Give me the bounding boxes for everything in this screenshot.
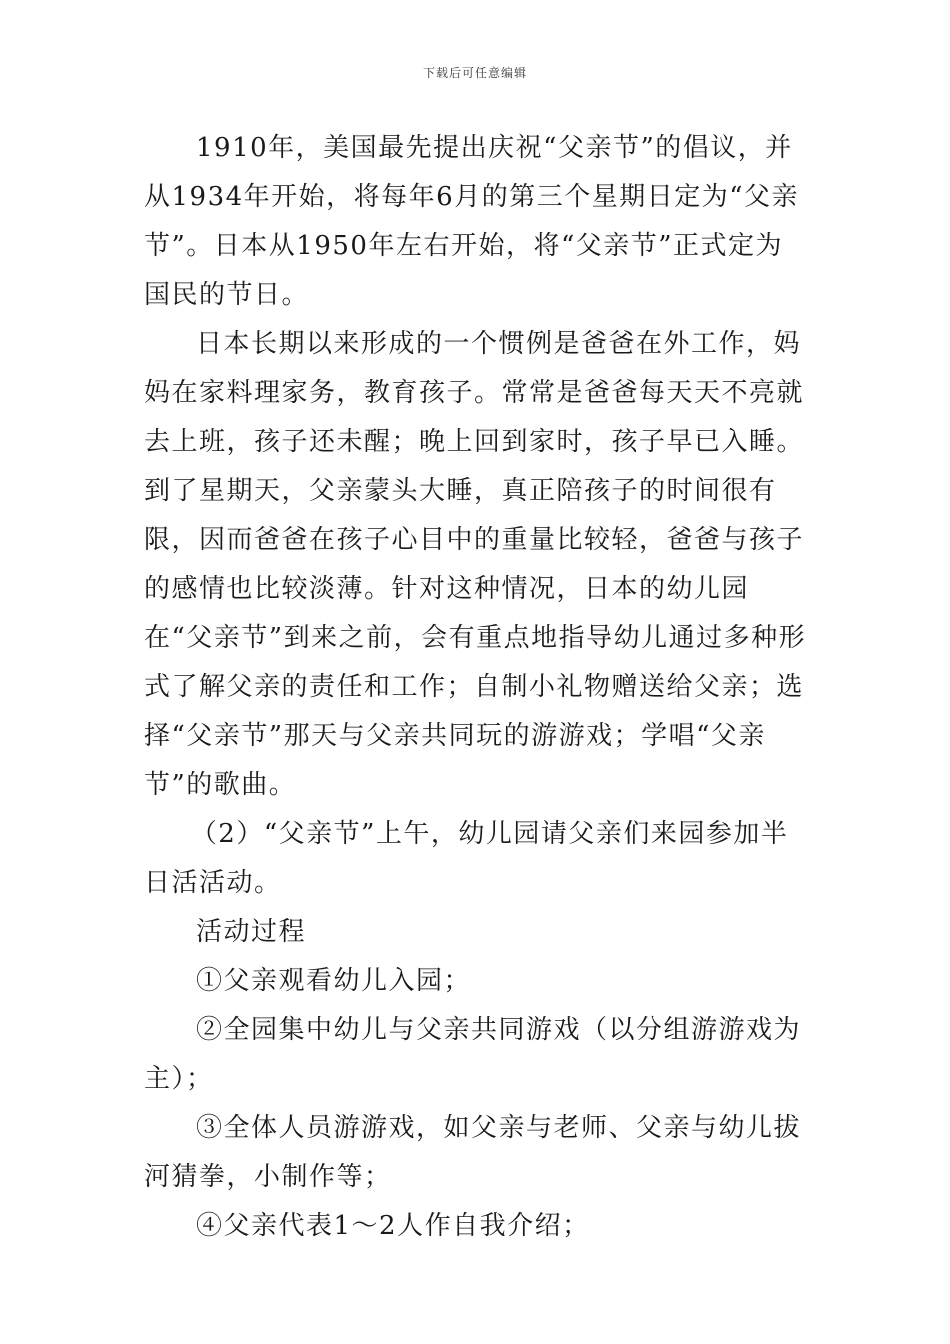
paragraph-custom: 日本长期以来形成的一个惯例是爸爸在外工作，妈妈在家料理家务，教育孩子。常常是爸爸每天天不亮就去上班，孩子还未醒；晚上回到家时，孩子早已入睡。到了星期天，父亲蒙头大睡，真正陪孩子的时间很有限，因而爸爸在孩子心目中的重量比较轻，爸爸与孩子的感情也比较淡薄。针对这种情况，日本的幼儿园在“父亲节”到来之前，会有重点地指导幼儿通过多种形式了解父亲的责任和工作；自制小礼物赠送给父亲；选择“父亲节”那天与父亲共同玩的游游戏；学唱“父亲节”的歌曲。: [144, 329, 807, 800]
list-item-step-3: ③全体人员游游戏，如父亲与老师、父亲与幼儿拔河猜拳，小制作等；: [144, 1113, 802, 1192]
document-body: [144, 124, 810, 1251]
page-header: 下载后可任意编辑: [422, 66, 527, 80]
list-item-step-4: ④父亲代表1～2人作自我介绍；: [196, 1211, 590, 1241]
paragraph-activity-intro: （2）“父亲节”上午，幼儿园请父亲们来园参加半日活活动。: [144, 819, 789, 898]
list-item-step-2: ②全园集中幼儿与父亲共同游戏（以分组游游戏为主）；: [144, 1015, 802, 1094]
list-item-step-1: ①父亲观看幼儿入园；: [196, 966, 472, 996]
paragraph-history: 1910年，美国最先提出庆祝“父亲节”的倡议，并从1934年开始，将每年6月的第三个星期日定为“父亲节”。日本从1950年左右开始，将“父亲节”正式定为国民的节日。: [144, 133, 800, 310]
section-heading-process: 活动过程: [196, 917, 307, 947]
